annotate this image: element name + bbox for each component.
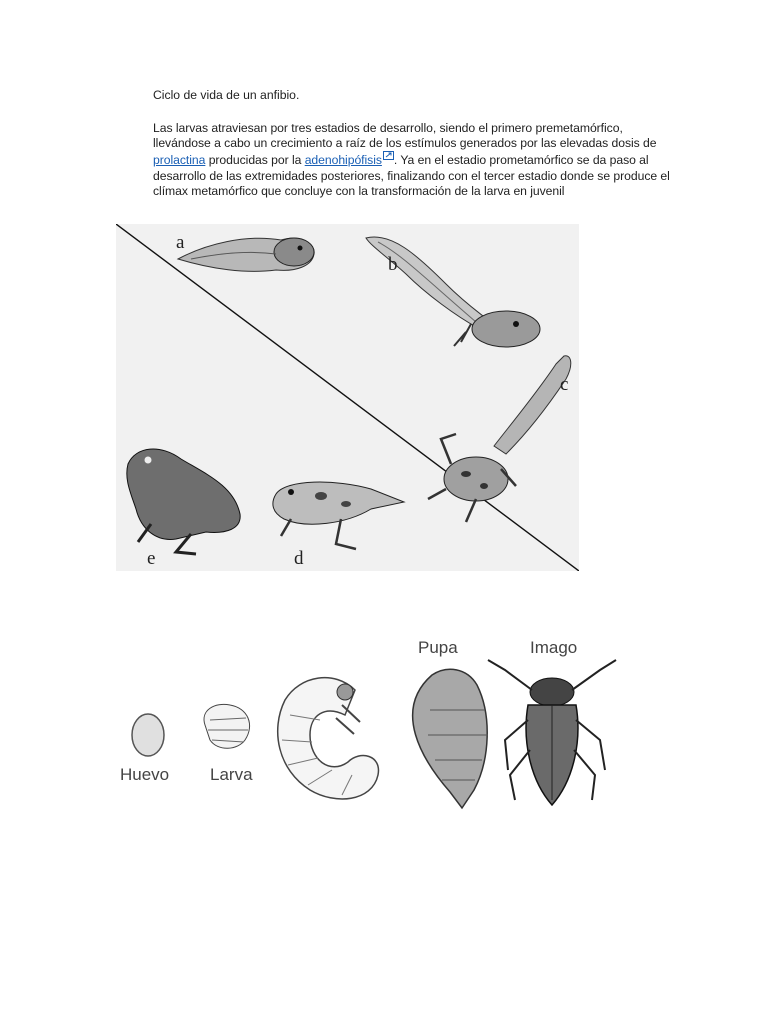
egg-illustration [132,714,164,756]
paragraph-text-3: . Ya en el estadio prometamórfico se da paso al desarrollo de las extremidades posteriores, finalizando con el tercer estadio donde se produce el clímax metamórfico que concluye con la transformación de la larva en juvenil [153,153,670,198]
stage-label-a: a [176,232,185,253]
pupa-label: Pupa [418,638,458,657]
amphibian-life-cycle-figure [116,224,579,571]
external-link-icon[interactable] [383,151,394,160]
pupa-illustration [413,669,488,808]
large-grub-illustration [278,678,379,799]
stage-label-d: d [294,548,304,569]
egg-label: Huevo [120,765,170,784]
stage-label-b: b [388,254,398,275]
imago-label: Imago [530,638,578,657]
insect-metamorphosis-figure [110,630,630,820]
adenohipofisis-link[interactable]: adenohipófisis [304,153,382,168]
stage-label-c: c [560,374,569,395]
paragraph-text-2: producidas por la [205,153,305,168]
beetle-imago-illustration [488,660,616,805]
larva-label: Larva [210,765,253,784]
body-paragraph [153,121,673,199]
page-title: Ciclo de vida de un anfibio. [153,88,300,102]
prolactina-link[interactable]: prolactina [153,153,206,168]
paragraph-text-1: Las larvas atraviesan por tres estadios de desarrollo, siendo el primero premetamórfico, llevándose a cabo un crecimiento a raíz de los estímulos generados por las elevadas dosis de [153,121,657,151]
small-larva-illustration [204,704,250,748]
stage-label-e: e [147,548,156,569]
